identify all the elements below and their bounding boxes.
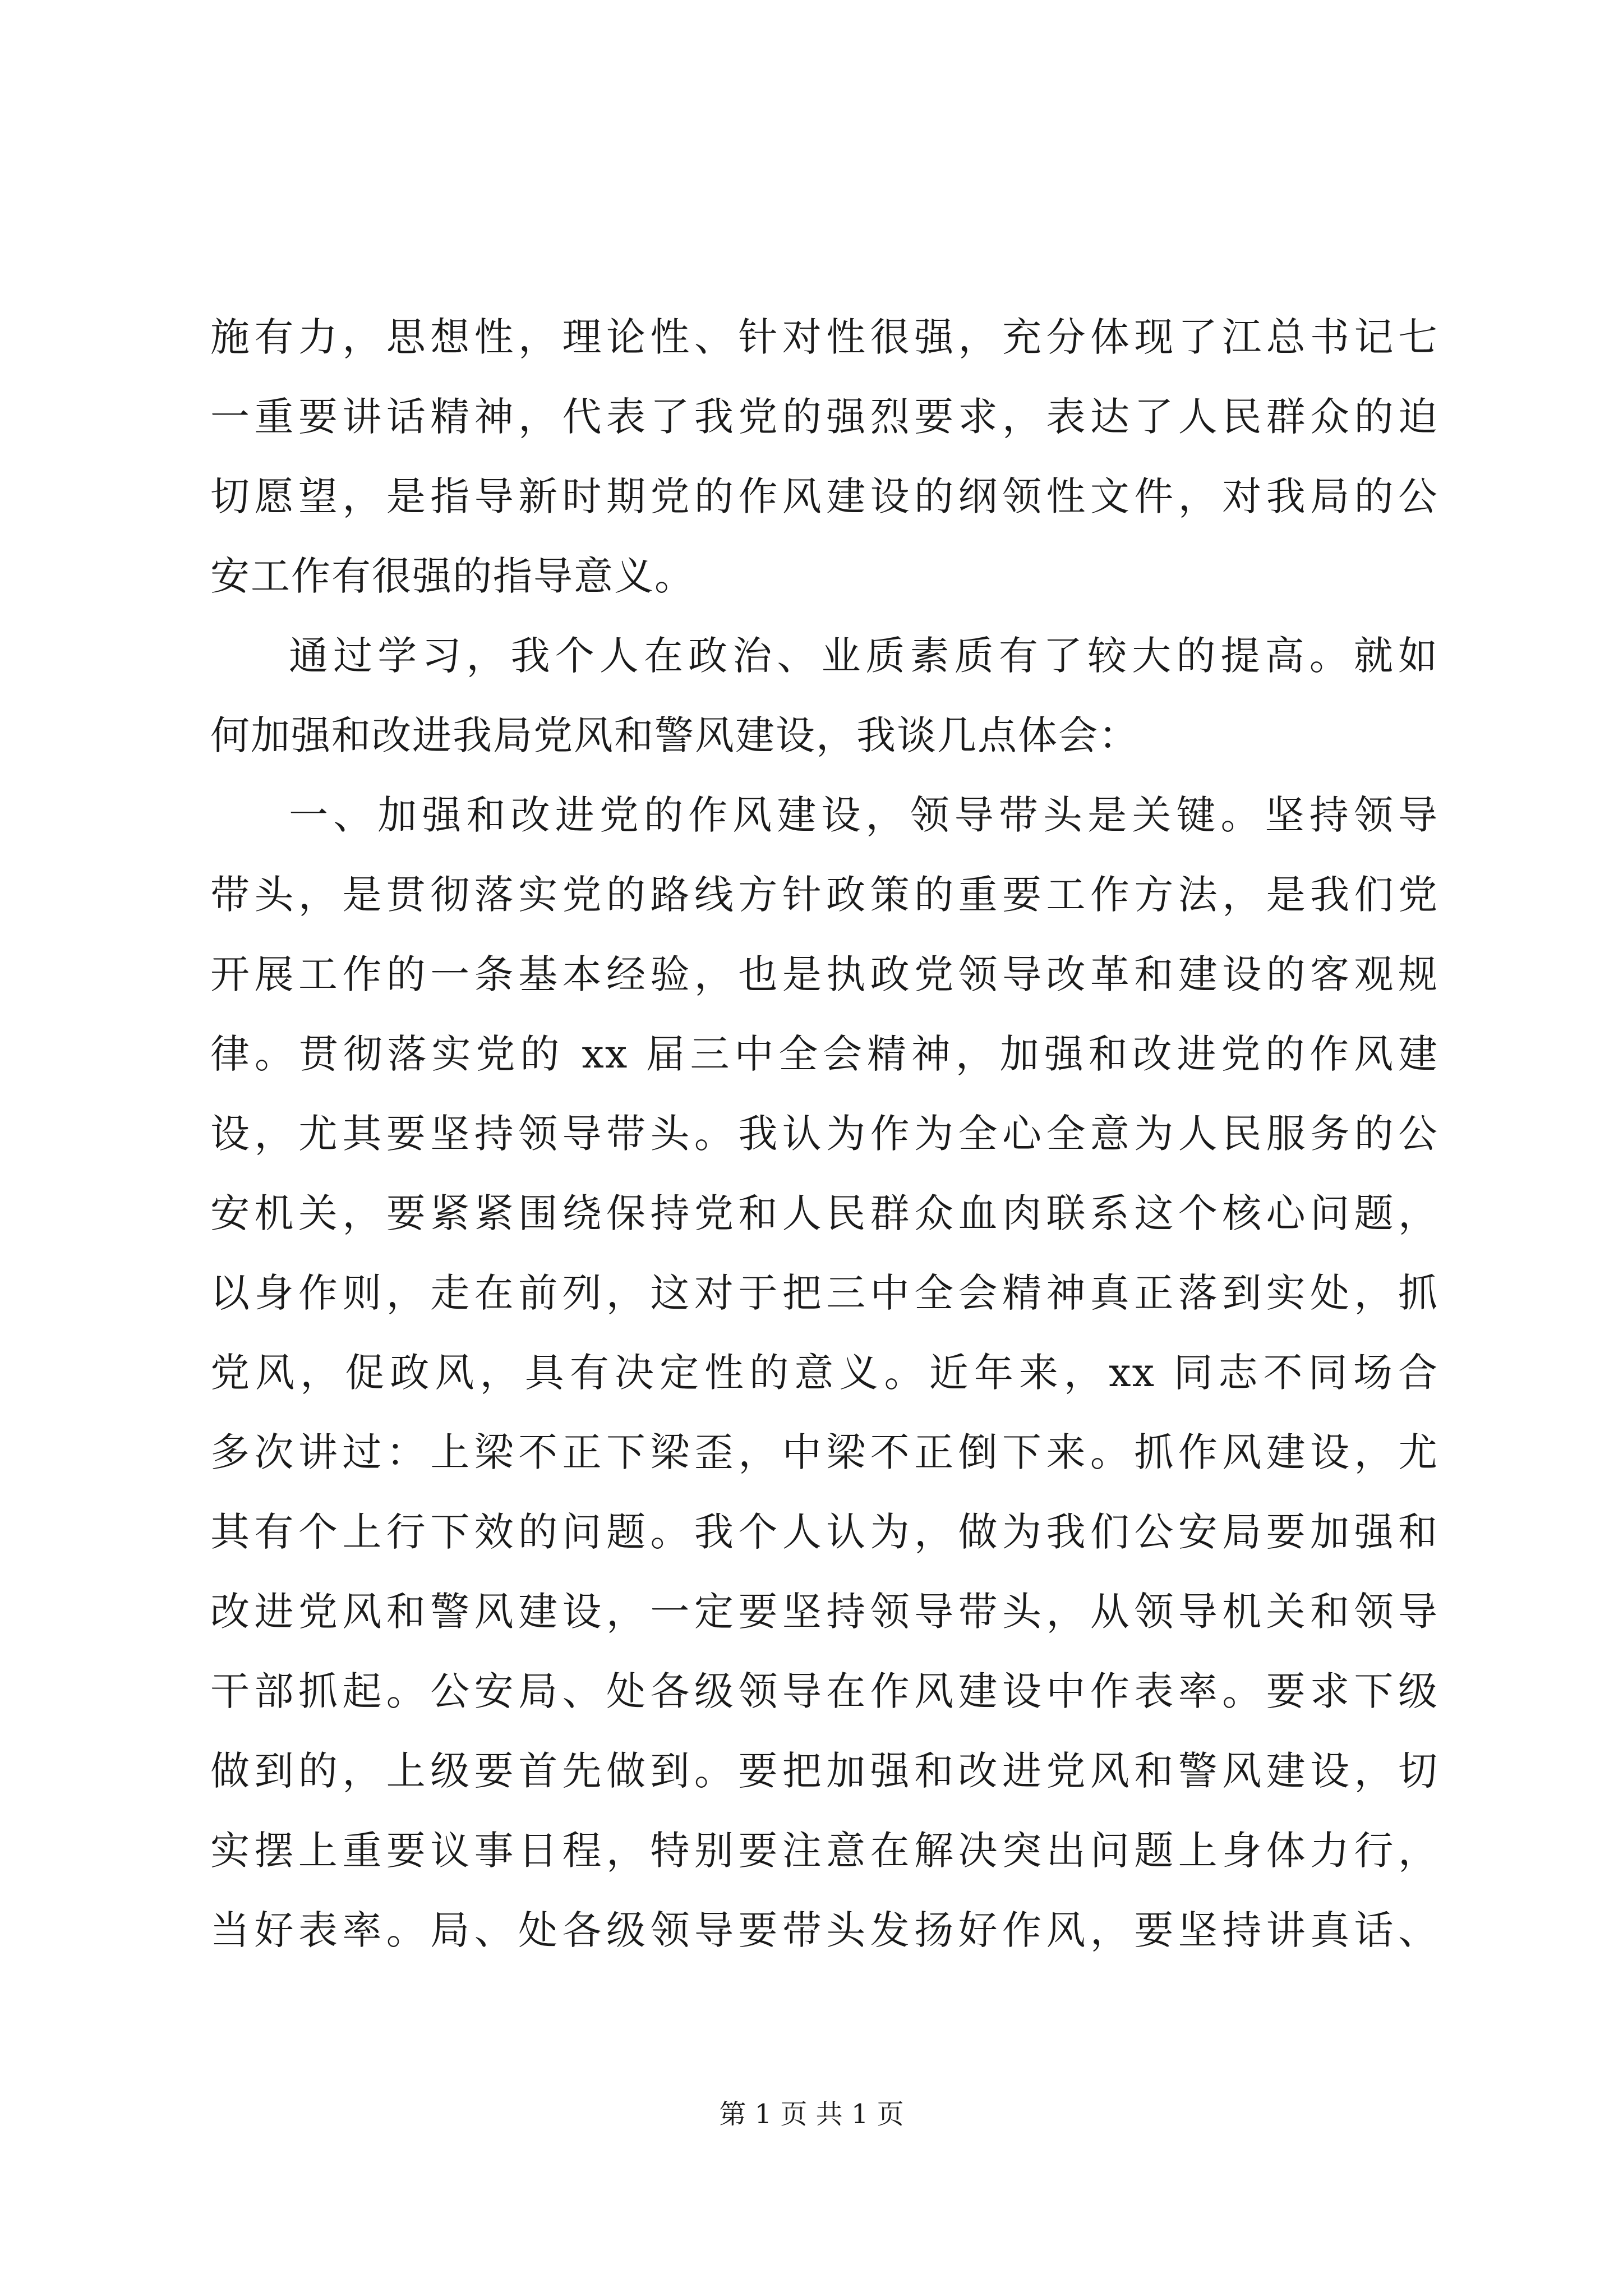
text-line: 何加强和改进我局党风和警风建设，我谈几点体会： [210, 712, 1139, 758]
text-line: 带头，是贯彻落实党的路线方针政策的重要工作方法，是我们党 [210, 872, 1438, 918]
text-line: 一重要讲话精神，代表了我党的强烈要求，表达了人民群众的迫 [210, 394, 1438, 440]
text-line: 实摆上重要议事日程，特别要注意在解决突出问题上身体力行， [210, 1828, 1438, 1874]
text-line: 做到的，上级要首先做到。要把加强和改进党风和警风建设，切 [210, 1748, 1438, 1794]
text-line: 切愿望，是指导新时期党的作风建设的纲领性文件，对我局的公 [210, 473, 1438, 519]
text-line: 一、加强和改进党的作风建设，领导带头是关键。坚持领导 [289, 792, 1438, 838]
text-line: 党风，促政风，具有决定性的意义。近年来，xx 同志不同场合 [210, 1350, 1438, 1396]
text-line: 设，尤其要坚持领导带头。我认为作为全心全意为人民服务的公 [210, 1111, 1438, 1157]
text-line: 开展工作的一条基本经验，也是执政党领导改革和建设的客观规 [210, 951, 1438, 997]
text-line: 其有个上行下效的问题。我个人认为，做为我们公安局要加强和 [210, 1509, 1438, 1555]
text-line: 多次讲过：上梁不正下梁歪，中梁不正倒下来。抓作风建设，尤 [210, 1429, 1438, 1475]
document-body [210, 297, 1438, 1970]
text-line: 通过学习，我个人在政治、业质素质有了较大的提高。就如 [289, 633, 1438, 679]
text-line: 施有力，思想性，理论性、针对性很强，充分体现了江总书记七 [210, 314, 1438, 360]
text-line: 改进党风和警风建设，一定要坚持领导带头，从领导机关和领导 [210, 1589, 1438, 1635]
text-line: 安机关，要紧紧围绕保持党和人民群众血肉联系这个核心问题， [210, 1190, 1438, 1236]
text-line: 安工作有很强的指导意义。 [210, 553, 695, 599]
text-line: 律。贯彻落实党的 xx 届三中全会精神，加强和改进党的作风建 [210, 1031, 1438, 1077]
text-line: 当好表率。局、处各级领导要带头发扬好作风，要坚持讲真话、 [210, 1907, 1438, 1953]
text-line: 干部抓起。公安局、处各级领导在作风建设中作表率。要求下级 [210, 1668, 1438, 1714]
page-footer: 第 1 页 共 1 页 [719, 2099, 904, 2130]
text-line: 以身作则，走在前列，这对于把三中全会精神真正落到实处，抓 [210, 1270, 1438, 1316]
